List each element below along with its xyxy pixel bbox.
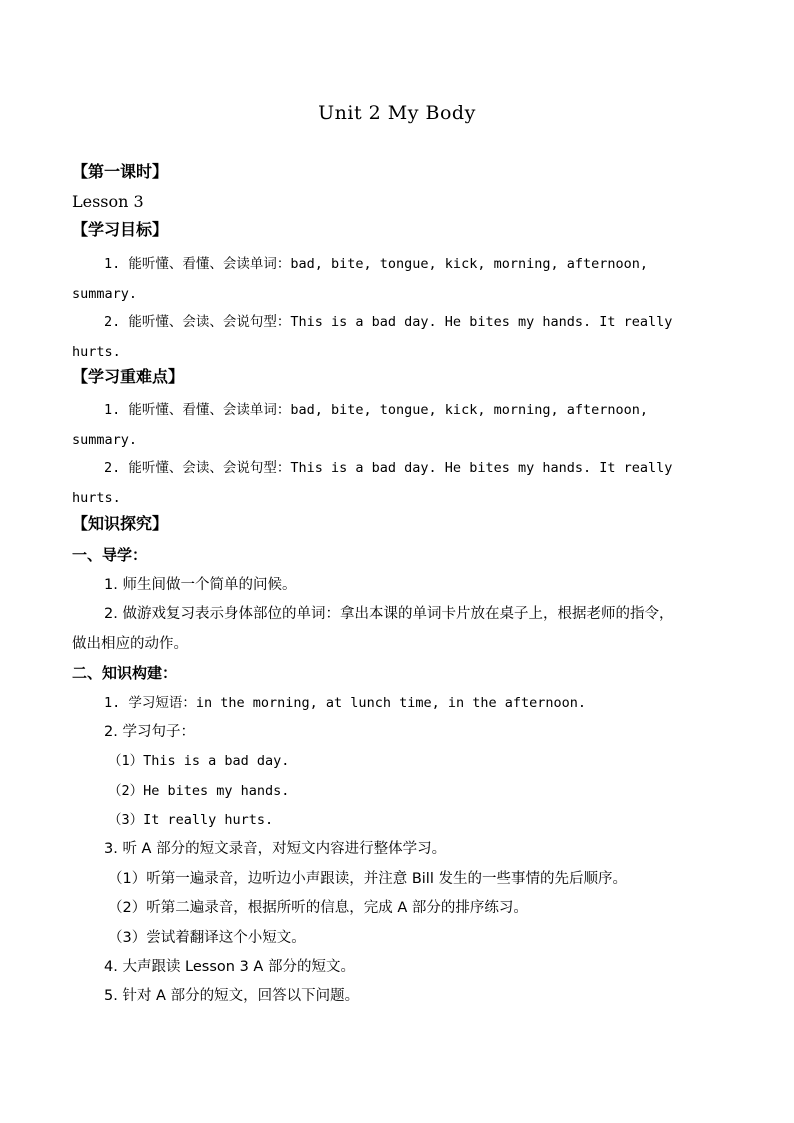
part1-item-2: 2. 做游戏复习表示身体部位的单词：拿出本课的单词卡片放在桌子上，根据老师的指令， (104, 606, 674, 622)
part2-item-3: 3. 听 A 部分的短文录音，对短文内容进行整体学习。 (104, 841, 447, 857)
key-point-line-1: 1. 能听懂、看懂、会读单词：bad, bite, tongue, kick, morning, afternoon, (104, 402, 649, 418)
goal-line-3: 2. 能听懂、会读、会说句型：This is a bad day. He bites my hands. It really (104, 314, 673, 330)
part2-sub-item-5: （2）听第二遍录音，根据所听的信息，完成 A 部分的排序练习。 (108, 900, 528, 916)
goal-line-2: summary. (72, 286, 138, 302)
part2-item-4: 4. 大声跟读 Lesson 3 A 部分的短文。 (104, 959, 355, 975)
part2-sub-item-2: （2）He bites my hands. (108, 783, 290, 799)
key-point-line-2: summary. (72, 432, 138, 448)
key-point-line-3: 2. 能听懂、会读、会说句型：This is a bad day. He bites my hands. It really (104, 460, 673, 476)
page-title: Unit 2 My Body (318, 102, 476, 124)
part2-item-2: 2. 学习句子： (104, 724, 195, 740)
part2-sub-item-6: （3）尝试着翻译这个小短文。 (108, 930, 306, 946)
part1-heading: 一、导学： (72, 546, 148, 564)
part2-sub-item-1: （1）This is a bad day. (108, 753, 290, 769)
lesson-period-heading: 【第一课时】 (72, 162, 169, 181)
part1-item-2-continued: 做出相应的动作。 (72, 636, 188, 652)
key-points-heading: 【学习重难点】 (72, 367, 185, 386)
part2-sub-item-3: （3）It really hurts. (108, 812, 274, 828)
goal-line-4: hurts. (72, 344, 121, 360)
explore-heading: 【知识探究】 (72, 514, 169, 533)
part2-item-1: 1. 学习短语：in the morning, at lunch time, in the afternoon. (104, 695, 587, 711)
part1-item-1: 1. 师生间做一个简单的问候。 (104, 577, 297, 593)
part2-sub-item-4: （1）听第一遍录音，边听边小声跟读，并注意 Bill 发生的一些事情的先后顺序。 (108, 871, 627, 887)
goal-line-1: 1. 能听懂、看懂、会读单词：bad, bite, tongue, kick, morning, afternoon, (104, 256, 649, 272)
part2-item-5: 5. 针对 A 部分的短文，回答以下问题。 (104, 988, 360, 1004)
lesson-name: Lesson 3 (72, 192, 144, 211)
part2-heading: 二、知识构建： (72, 664, 178, 682)
goals-heading: 【学习目标】 (72, 220, 169, 239)
key-point-line-4: hurts. (72, 490, 121, 506)
